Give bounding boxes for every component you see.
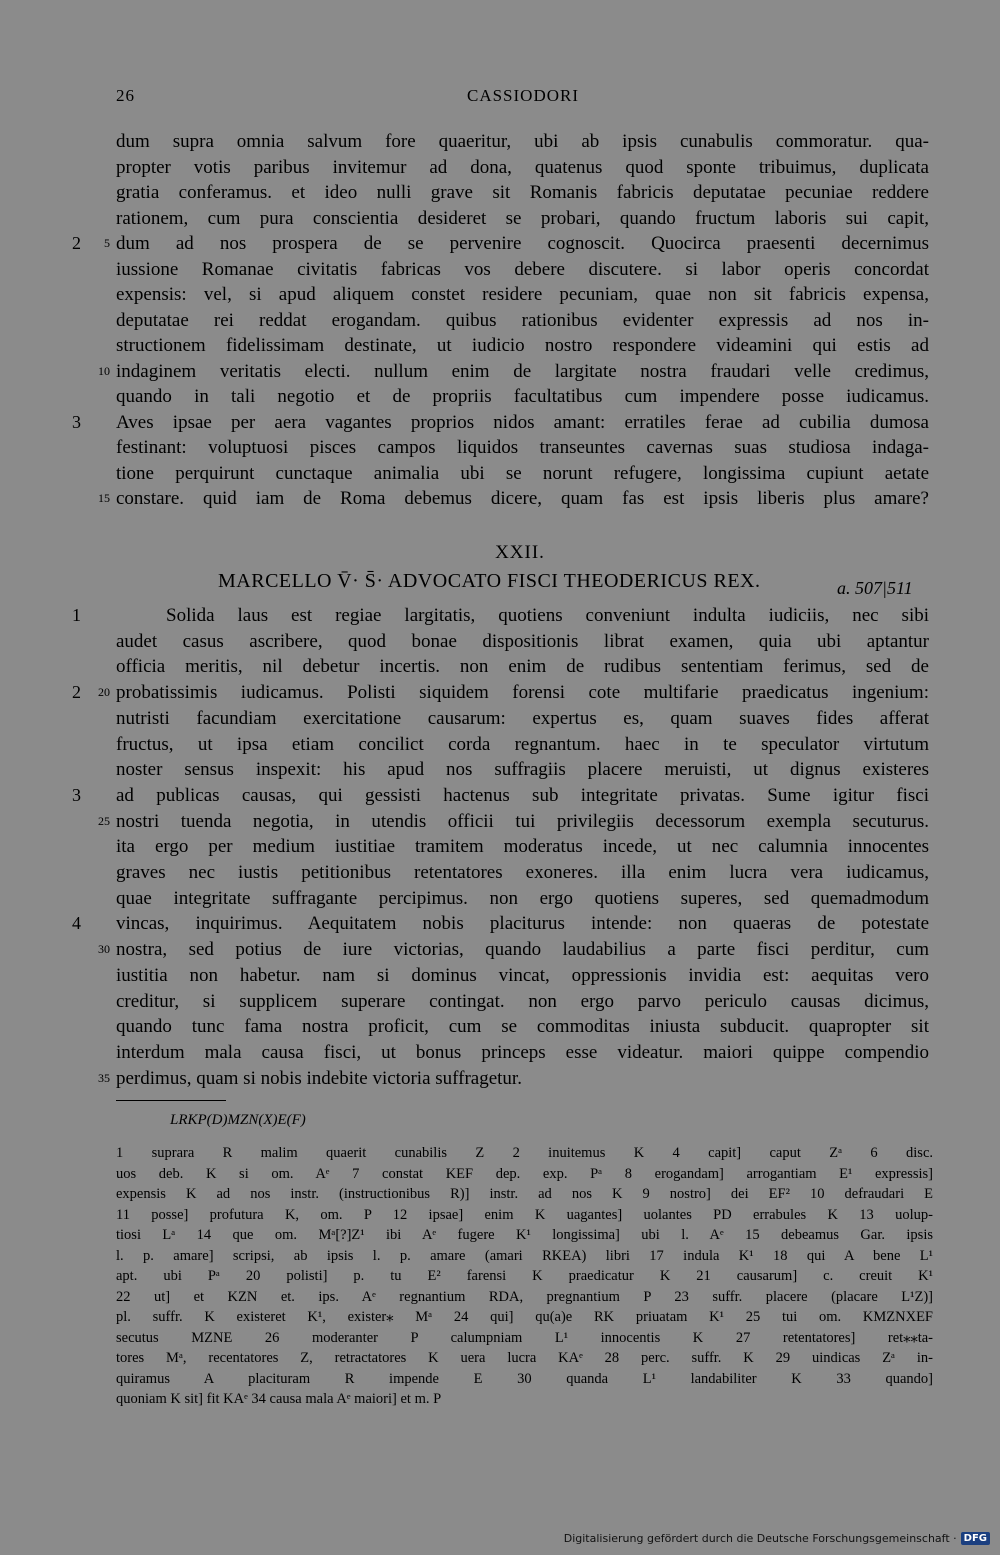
apparatus-line: expensis K ad nos instr. (instructionibus R)] instr. ad nos K 9 nostro] dei EF² 10 defraudari E xyxy=(116,1186,933,1202)
apparatus-line: 1 suprara R malim quaerit cunabilis Z 2 inuitemus K 4 capit] caput Zᵃ 6 disc. xyxy=(116,1145,933,1161)
section-number: 3 xyxy=(72,411,81,432)
text-line: constare. quid iam de Roma debemus dicere, quam fas est ipsis liberis plus amare? xyxy=(116,488,929,509)
critical-apparatus xyxy=(116,1143,933,1410)
apparatus-line: apt. ubi Pᵃ 20 polisti] p. tu E² farensi K praedicatur K 21 causarum] c. creuit K¹ xyxy=(116,1268,933,1284)
section-number: 3 xyxy=(72,784,81,805)
apparatus-line: uos deb. K si om. Aᵉ 7 constat KEF dep. exp. Pᵃ 8 erogandam] arrogantiam E¹ expressis] xyxy=(116,1165,933,1182)
footer-text: Digitalisierung gefördert durch die Deutsche Forschungsgemeinschaft · xyxy=(563,1532,957,1545)
text-line: Solida laus est regiae largitatis, quotiens conveniunt indulta iudiciis, nec sibi xyxy=(166,605,929,626)
text-line: tione perquirunt cunctaque animalia ubi se norunt refugere, longissima cupiunt aetate xyxy=(116,462,929,484)
text-line: quae integritate suffragante percipimus. non ergo quotiens superes, sed quemadmodum xyxy=(116,887,929,909)
text-line: audet casus ascribere, quod bonae dispositionis librat examen, quia ubi aptantur xyxy=(116,630,929,652)
apparatus-rule xyxy=(116,1100,226,1101)
line-number: 25 xyxy=(98,813,110,828)
text-line: dum supra omnia salvum fore quaeritur, ubi ab ipsis cunabulis commoratur. qua- xyxy=(116,131,929,152)
text-line: Aves ipsae per aera vagantes proprios nidos amant: erratiles ferae ad cubilia dumosa xyxy=(116,411,929,433)
text-line: structionem fidelissimam destinate, ut iudicio nostro respondere videamini qui estis ad xyxy=(116,335,929,356)
section-number: 1 xyxy=(72,605,81,625)
apparatus-line: tiosi Lᵃ 14 que om. Mᵃ[?]Z¹ ibi Aᵉ fugere K¹ longissima] ubi l. Aᵉ 15 debeamus Gar. ipsis xyxy=(116,1227,933,1243)
text-line: fructus, ut ipsa etiam concilict corda regnantum. haec in te speculator virtutum xyxy=(116,733,929,755)
section-number: 2 xyxy=(72,682,81,703)
text-line: iustitia non habetur. nam si dominus vincat, oppressionis invidia est: aequitas vero xyxy=(116,964,929,986)
text-line: quando in tali negotio et de propriis facultatibus cum impendere posse iudicamus. xyxy=(116,386,929,407)
text-line: iussione Romanae civitatis fabricas vos debere discutere. si labor operis concordat xyxy=(116,258,929,280)
letter-date: a. 507|511 xyxy=(837,578,913,598)
manuscript-sigla: LRKP(D)MZN(X)E(F) xyxy=(170,1112,306,1128)
page-header xyxy=(116,86,930,110)
apparatus-line: quiramus A placituram R impende E 30 quanda L¹ landabiliter K 33 quando] xyxy=(116,1370,933,1387)
text-line: graves nec iustis petitionibus retentatores exoneres. illa enim lucra vera iudicamus, xyxy=(116,862,929,883)
text-line: rationem, cum pura conscientia desideret se probari, quando fructum laboris sui capit, xyxy=(116,207,929,229)
dfg-logo: DFG xyxy=(961,1532,990,1545)
apparatus-line: l. p. amare] scripsi, ab ipsis l. p. amare (amari RKEA) libri 17 indula K¹ 18 qui A bene L¹ xyxy=(116,1247,933,1264)
line-number: 35 xyxy=(98,1070,110,1085)
text-line: nostri tuenda negotia, in utendis officii tui privilegiis decessorum exempla secuturus. xyxy=(116,810,929,832)
apparatus-line: 11 posse] profutura K, om. P 12 ipsae] enim K uagantes] uolantes PD errabules K 13 uolup- xyxy=(116,1206,933,1223)
page-number: 26 xyxy=(116,86,135,105)
text-line: gratia conferamus. et ideo nulli grave sit Romanis fabricis deputatae pecuniae reddere xyxy=(116,182,929,203)
apparatus-line: tores Mᵃ, recentatores Z, retractatores K uera lucra KAᵉ 28 perc. suffr. K 29 uindicas Zᵃ in- xyxy=(116,1350,933,1366)
apparatus-line: quoniam K sit] fit KAᵉ 34 causa mala Aᵉ maiori] et m. P xyxy=(116,1391,442,1407)
text-line: indaginem veritatis electi. nullum enim de largitate nostra fraudari velle credimus, xyxy=(116,360,929,382)
line-number: 10 xyxy=(98,363,110,378)
line-number: 15 xyxy=(98,491,110,505)
apparatus-line: secutus MZNE 26 moderanter P calumpniam L¹ innocentis K 27 retentatores] ret⁎⁎ta- xyxy=(116,1329,933,1346)
line-number: 20 xyxy=(98,685,110,700)
text-line: dum ad nos prospera de se pervenire cognoscit. Quocirca praesenti decernimus xyxy=(116,233,929,254)
section-number: 2 xyxy=(72,233,81,253)
text-line: nutristi facundiam exercitatione causarum: expertus es, quam suaves fides afferat xyxy=(116,707,929,729)
text-line: interdum mala causa fisci, ut bonus princeps esse videatur. maiori quippe compendio xyxy=(116,1041,929,1063)
apparatus-line: 22 ut] et KZN et. ips. Aᵉ regnantium RDA, pregnantium P 23 suffr. placere (placare L¹Z)] xyxy=(116,1288,933,1305)
text-line: perdimus, quam si nobis indebite victoria suffragetur. xyxy=(116,1067,522,1089)
text-line: expensis: vel, si apud aliquem constet residere pecuniam, quae non sit fabricis expensa, xyxy=(116,284,929,305)
letter-number: XXII. xyxy=(495,542,545,563)
text-line: noster sensus inspexit: his apud nos suffragiis placere meruisti, ut dignus existeres xyxy=(116,759,929,781)
text-line: ad publicas causas, qui gessisti hactenus sub integritate privatas. Sume igitur fisci xyxy=(116,784,929,806)
running-title: CASSIODORI xyxy=(466,86,580,105)
text-line: deputatae rei reddat erogandam. quibus rationibus evidenter expressis ad nos in- xyxy=(116,309,929,331)
text-line: festinant: voluptuosi pisces campos liquidos transeuntes cavernas suas studiosa indaga- xyxy=(116,437,929,458)
apparatus-line: pl. suffr. K existeret K¹, exister⁎ Mᵃ 24 qui] qu(a)e RK priuatam K¹ 25 tui om. KMZNXEF xyxy=(116,1309,933,1325)
text-line: probatissimis iudicamus. Polisti siquidem forensi cote multifarie praedicatus ingenium: xyxy=(116,682,929,704)
line-number: 5 xyxy=(104,236,110,250)
text-line: vincas, inquirimus. Aequitatem nobis placiturus intende: non quaeras de potestate xyxy=(116,913,929,935)
footer-credit xyxy=(564,1532,990,1545)
line-number: 30 xyxy=(98,942,110,957)
text-line: quando tunc fama nostra proficit, cum se commoditas iniusta subducit. quapropter sit xyxy=(116,1016,929,1038)
section-number: 4 xyxy=(72,913,81,934)
text-line: creditur, si supplicem superare contingat. non ergo parvo periculo causas dicimus, xyxy=(116,990,929,1012)
text-line: propter votis paribus invitemur ad dona, quatenus quod sponte tribuimus, duplicata xyxy=(116,156,929,178)
text-line: officia meritis, nil debetur incertis. non enim de rudibus sententiam ferimus, sed de xyxy=(116,656,929,678)
text-line: ita ergo per medium iustitiae tramitem moderatus incede, ut nec calumnia innocentes xyxy=(116,836,929,858)
text-line: nostra, sed potius de iure victorias, quando laudabilius a parte fisci perditur, cum xyxy=(116,939,929,961)
letter-title: MARCELLO V̄· S̄· ADVOCATO FISCI THEODERICUS REX. xyxy=(218,570,761,592)
